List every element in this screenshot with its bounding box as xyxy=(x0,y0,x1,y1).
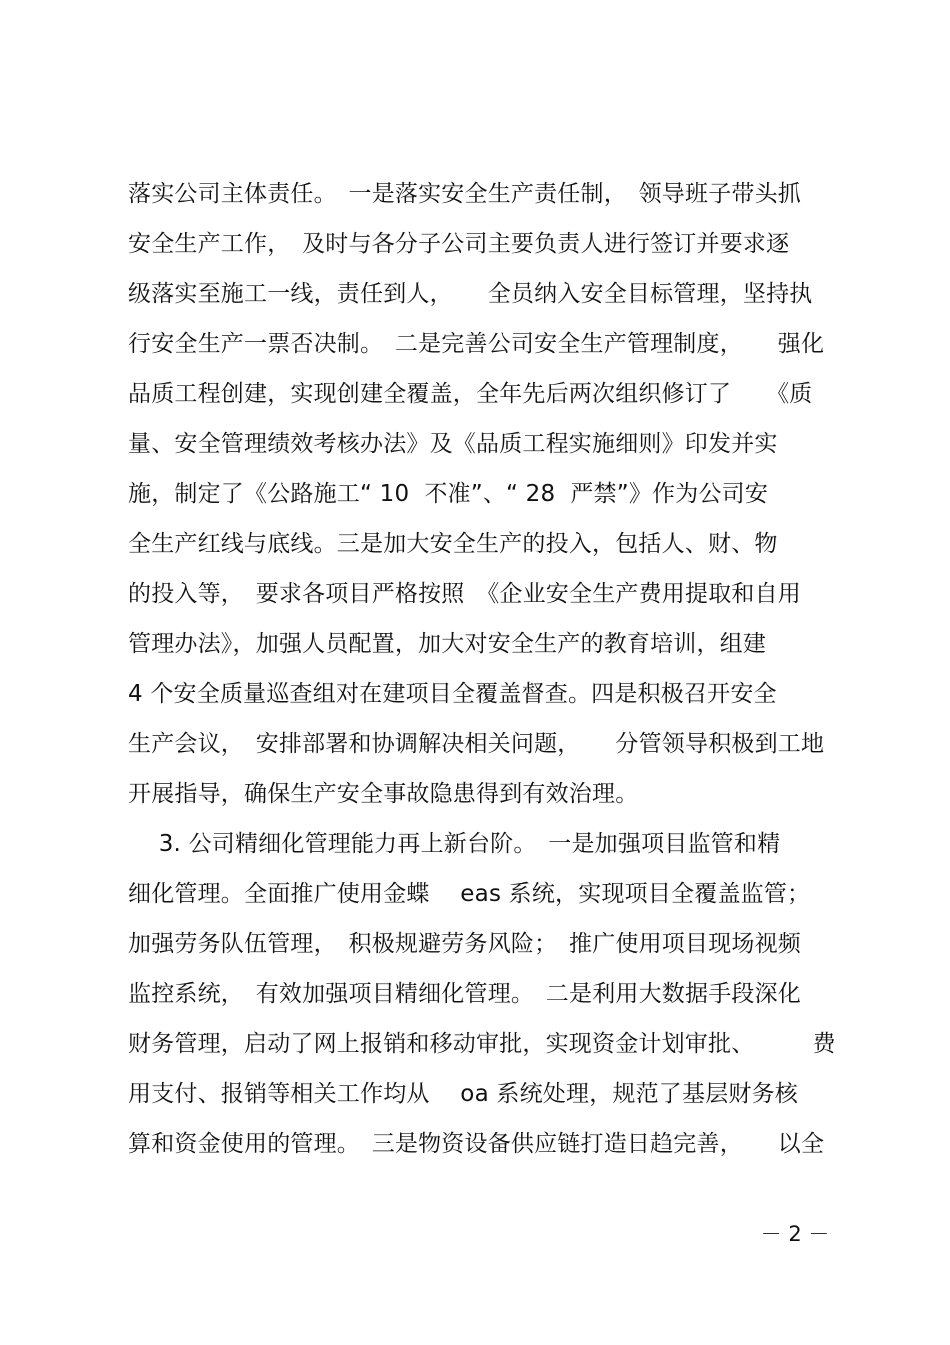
text-line: 量、安全管理绩效考核办法》及《品质工程实施细则》印发并实 xyxy=(128,431,778,457)
text-line: 开展指导，确保生产安全事故隐患得到有效治理。 xyxy=(128,781,639,807)
text-line: 全生产红线与底线。三是加大安全生产的投入，包括人、财、物 xyxy=(128,531,778,557)
page-number: － 2 － xyxy=(760,1222,830,1246)
text-line: 级落实至施工一线，责任到人， 全员纳入安全目标管理，坚持执 xyxy=(128,281,813,307)
text-line: 安全生产工作， 及时与各分子公司主要负责人进行签订并要求逐 xyxy=(128,231,790,257)
text-line: 财务管理，启动了网上报销和移动审批，实现资金计划审批、 费 xyxy=(128,1031,836,1057)
text-line: 品质工程创建，实现创建全覆盖，全年先后两次组织修订了 《质 xyxy=(128,381,813,407)
text-line: 监控系统， 有效加强项目精细化管理。 二是利用大数据手段深化 xyxy=(128,981,801,1007)
text-line: 管理办法》，加强人员配置，加大对安全生产的教育培训，组建 xyxy=(128,631,767,657)
text-line: 加强劳务队伍管理， 积极规避劳务风险； 推广使用项目现场视频 xyxy=(128,931,801,957)
text-line: 3. 公司精细化管理能力再上新台阶。 一是加强项目监管和精 xyxy=(128,831,781,857)
text-line: 细化管理。全面推广使用金蝶 eas 系统，实现项目全覆盖监管； xyxy=(128,881,811,907)
text-line: 落实公司主体责任。 一是落实安全生产责任制， 领导班子带头抓 xyxy=(128,181,801,207)
text-line: 算和资金使用的管理。 三是物资设备供应链打造日趋完善， 以全 xyxy=(128,1131,825,1157)
text-line: 生产会议， 安排部署和协调解决相关问题， 分管领导积极到工地 xyxy=(128,731,825,757)
text-line: 4 个安全质量巡查组对在建项目全覆盖督查。四是积极召开安全 xyxy=(128,681,777,707)
text-line: 行安全生产一票否决制。 二是完善公司安全生产管理制度， 强化 xyxy=(128,331,825,357)
text-line: 施，制定了《公路施工“ 10 不准”、“ 28 严禁”》作为公司安 xyxy=(128,481,769,507)
text-line: 的投入等， 要求各项目严格按照 《企业安全生产费用提取和自用 xyxy=(128,581,801,607)
text-line: 用支付、报销等相关工作均从 oa 系统处理，规范了基层财务核 xyxy=(128,1081,798,1107)
